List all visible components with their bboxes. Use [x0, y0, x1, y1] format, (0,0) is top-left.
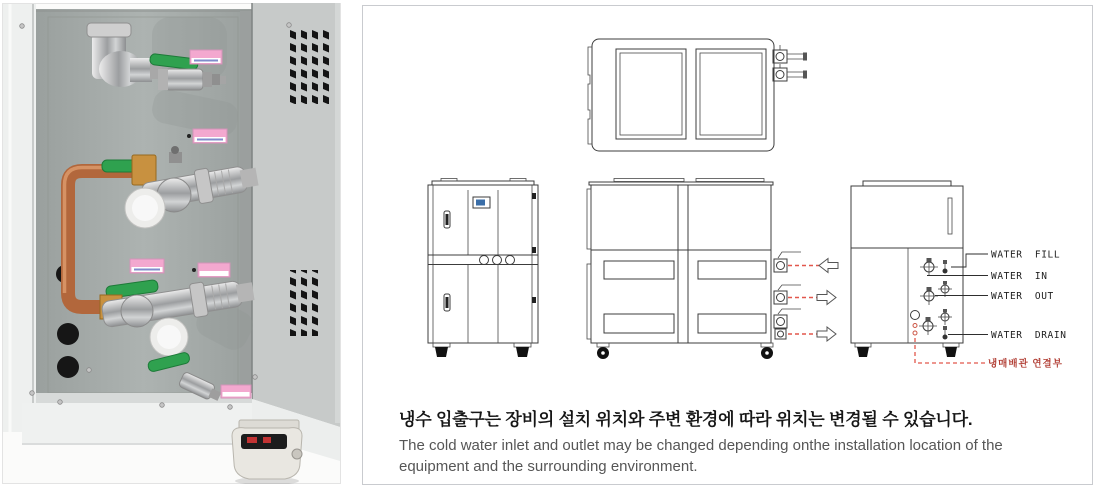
photo-side-panel [252, 3, 340, 427]
side-valve-icon [774, 252, 801, 272]
water-valve-icon [919, 317, 937, 335]
front-view-drawing [428, 179, 538, 358]
rear-piping-photo-image [2, 3, 341, 484]
arrow-left-icon [819, 259, 838, 273]
refrigerant-port-icon [911, 311, 920, 320]
water-valve-icon [920, 258, 938, 276]
top-view-drawing [588, 39, 807, 151]
machine-foot-icon [514, 343, 531, 357]
photo-left-frame-panel [3, 4, 36, 432]
label-water-drain: WATER DRAIN [991, 330, 1067, 341]
machine-foot-icon [943, 343, 959, 357]
vent-grille-middle-icon [288, 270, 322, 336]
water-valve-icon [938, 281, 952, 297]
caster-wheel-icon [761, 343, 773, 359]
gauge-circle-icon [506, 256, 515, 265]
caption-korean: 냉수 입출구는 장비의 설치 위치와 주변 환경에 따라 위치는 변경될 수 있습니다. [399, 410, 973, 429]
vent-grille-top-icon [288, 30, 333, 104]
pink-sticker-label-icon [130, 259, 164, 273]
gauge-circle-icon [480, 256, 489, 265]
caption-block [399, 405, 1079, 477]
pink-sticker-label-icon [187, 129, 227, 143]
rear-piping-photo [2, 3, 341, 484]
fill-plug-icon [943, 260, 948, 274]
water-valve-icon [920, 287, 938, 305]
pink-sticker-label-icon [192, 263, 230, 277]
door-handle-icon [444, 211, 450, 228]
arrow-right-icon [817, 327, 836, 341]
vent-grille-icon [604, 314, 674, 333]
controller-display-icon [473, 197, 490, 208]
label-water-in: WATER IN [991, 271, 1048, 282]
pink-sticker-label-icon [190, 50, 222, 64]
vent-grille-icon [698, 261, 766, 279]
caption-english-line2: equipment and the surrounding environment. [399, 458, 698, 475]
label-water-out: WATER OUT [991, 291, 1054, 302]
top-view-connector-icon [773, 45, 807, 63]
rear-view-drawing [851, 181, 1067, 370]
label-leader-lines [927, 254, 988, 335]
refrigerant-port-icon [913, 324, 917, 328]
vent-grille-icon [604, 261, 674, 279]
refrigerant-port-icon [913, 331, 917, 335]
label-water-fill: WATER FILL [991, 249, 1061, 261]
machine-foot-icon [433, 343, 450, 357]
caption-english-line1: The cold water inlet and outlet may be changed depending onthe installation location of the [399, 437, 1003, 454]
top-view-connector-icon [773, 64, 807, 81]
flow-dashed-lines [788, 266, 819, 335]
gauge-circle-icon [493, 256, 502, 265]
drain-plug-icon [943, 326, 948, 340]
machine-foot-icon [855, 343, 871, 357]
caster-wheel-icon [597, 343, 609, 359]
side-valve-icon [774, 285, 801, 304]
side-view-drawing [587, 179, 838, 360]
door-handle-icon [444, 294, 450, 311]
arrow-right-icon [817, 291, 836, 305]
label-refrigerant-connection: 냉매배관 연결부 [988, 358, 1063, 370]
water-valve-icon [938, 309, 952, 325]
pink-sticker-label-icon [221, 385, 251, 398]
caster-foot-icon [232, 420, 302, 484]
vent-grille-icon [698, 314, 766, 333]
diagram-panel [362, 5, 1093, 485]
